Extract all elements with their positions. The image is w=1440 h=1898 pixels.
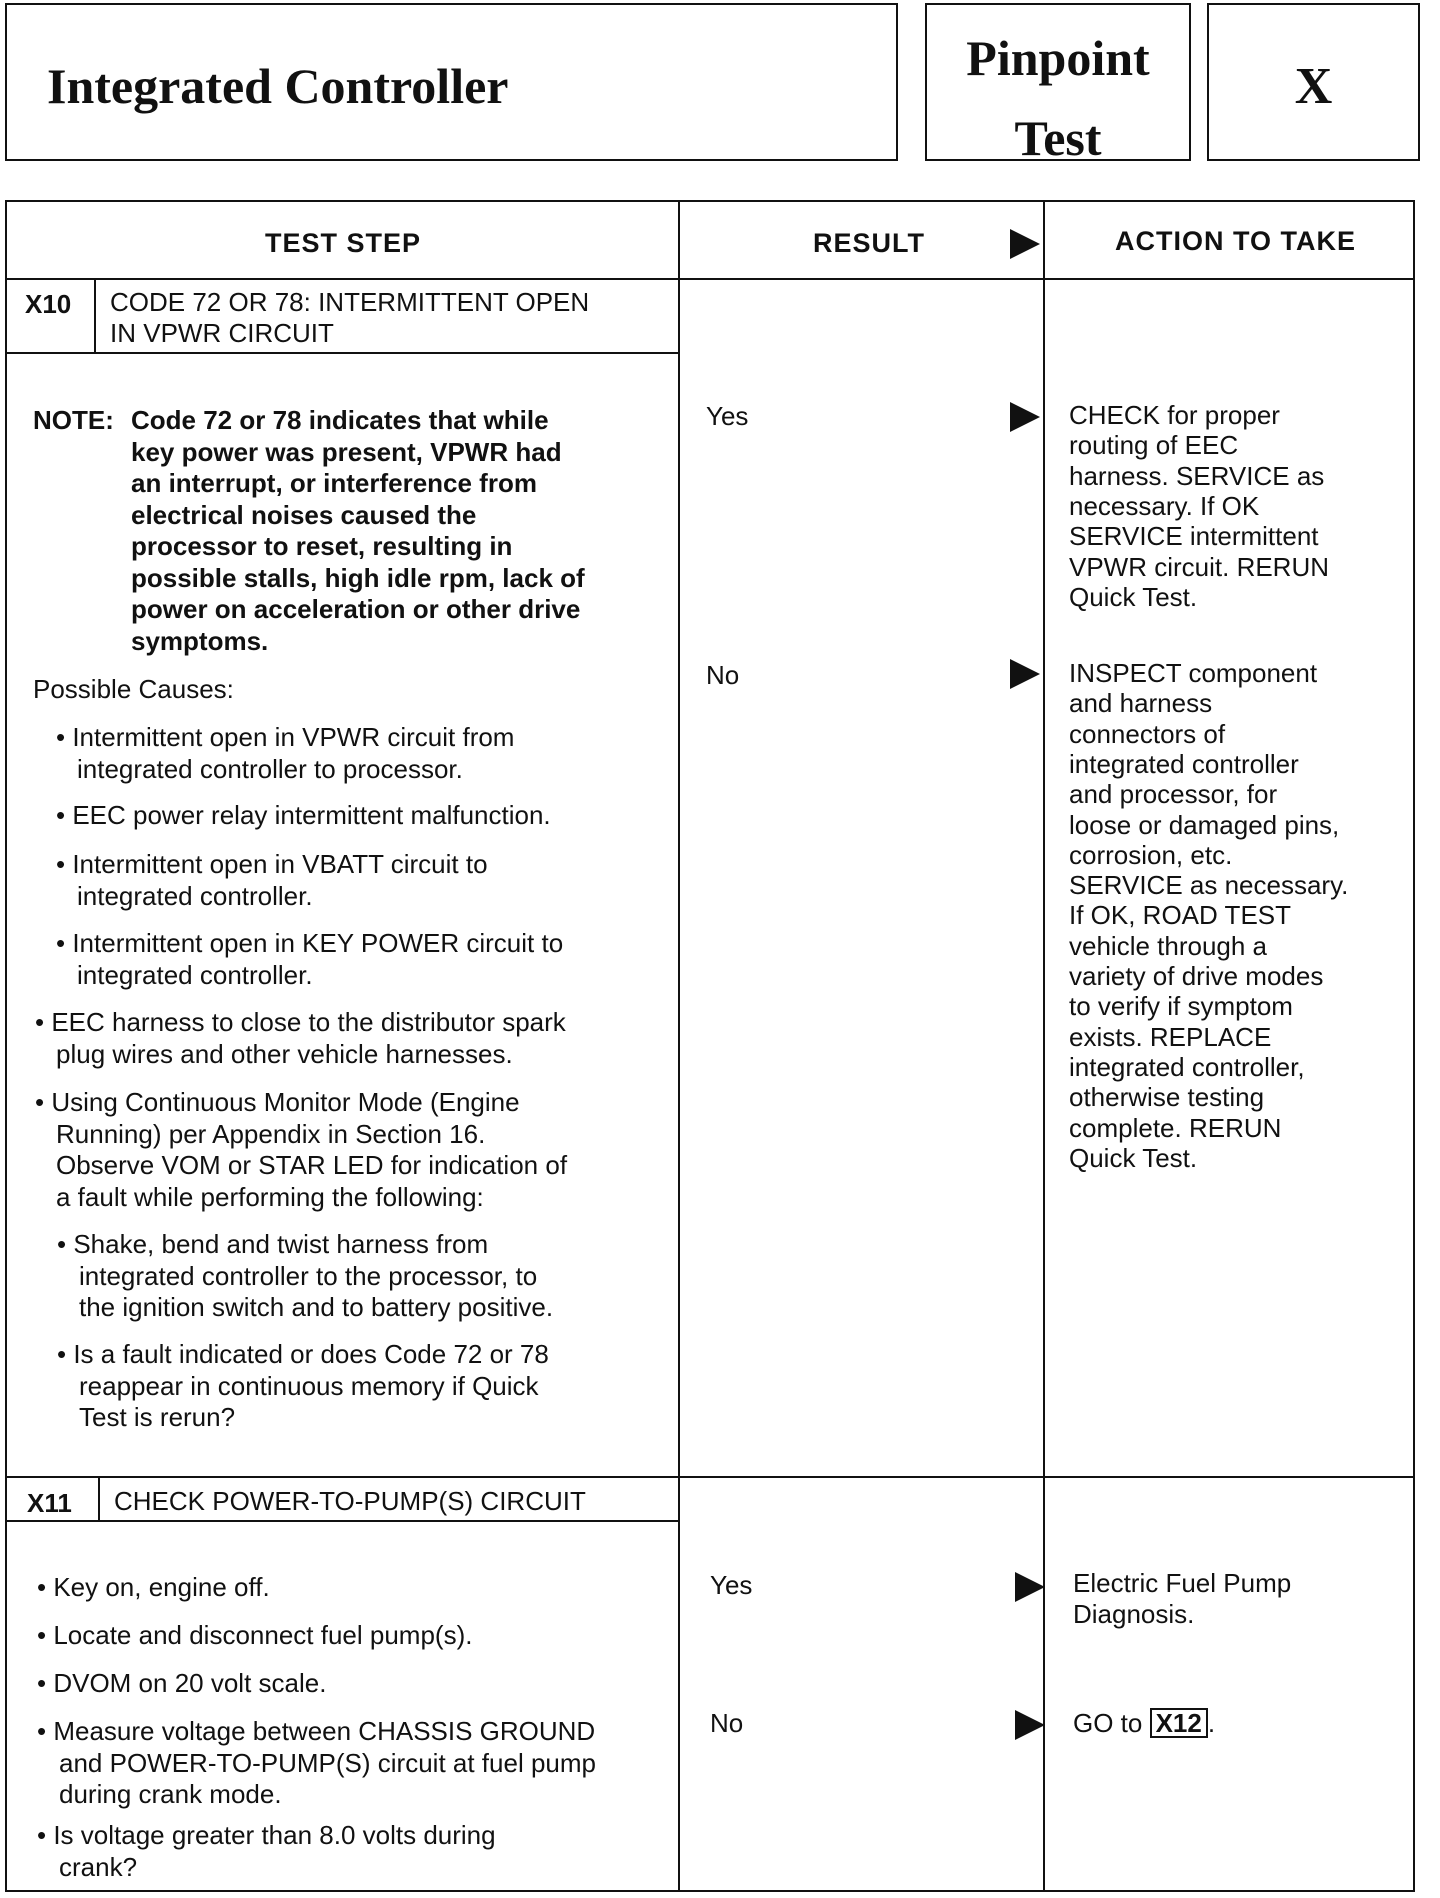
x10-id-divider: [94, 278, 96, 353]
action-yes-line: routing of EEC: [1069, 430, 1239, 461]
action-no-line: integrated controller,: [1069, 1051, 1305, 1082]
action-no-line: otherwise testing: [1069, 1082, 1265, 1113]
x11-yes-arrow-icon: [1015, 1572, 1045, 1602]
action-no-line: complete. RERUN: [1069, 1112, 1282, 1143]
action-no-line: corrosion, etc.: [1069, 839, 1233, 870]
note-line: symptoms.: [131, 625, 269, 656]
x11-id-divider: [98, 1477, 100, 1521]
action-no-line: loose or damaged pins,: [1069, 809, 1340, 840]
note-line: Code 72 or 78 indicates that while: [131, 405, 549, 435]
shake-line: • Shake, bend and twist harness from: [57, 1229, 489, 1259]
harness-line: plug wires and other vehicle harnesses.: [56, 1038, 513, 1069]
x11-title: CHECK POWER-TO-PUMP(S) CIRCUIT: [114, 1486, 586, 1516]
action-no-line: connectors of: [1069, 718, 1226, 749]
step-separator: [5, 1476, 1415, 1478]
page-title: Integrated Controller: [47, 58, 509, 114]
note-line: possible stalls, high idle rpm, lack of: [131, 562, 585, 593]
action-yes-line: harness. SERVICE as: [1069, 460, 1325, 491]
x10-title-line2: IN VPWR CIRCUIT: [110, 318, 334, 348]
action-yes-line: necessary. If OK: [1069, 490, 1260, 521]
note-line: key power was present, VPWR had: [131, 436, 562, 467]
cause-line: integrated controller.: [77, 880, 313, 911]
x11-step-line: • Measure voltage between CHASSIS GROUND: [37, 1716, 596, 1746]
action-no-line: variety of drive modes: [1069, 961, 1324, 991]
x11-result-yes: Yes: [710, 1570, 753, 1600]
cause-line: • Intermittent open in KEY POWER circuit to: [56, 928, 564, 958]
test-letter-box: [1207, 3, 1420, 161]
action-no-line: Quick Test.: [1069, 1142, 1198, 1173]
note-line: an interrupt, or interference from: [131, 468, 537, 498]
x11-step-line: • Is voltage greater than 8.0 volts during: [37, 1820, 496, 1850]
x11-step-line: crank?: [59, 1851, 138, 1882]
monitor-line: Observe VOM or STAR LED for indication of: [56, 1150, 568, 1180]
x11-step-line: and POWER-TO-PUMP(S) circuit at fuel pump: [59, 1747, 596, 1778]
x10-title-line1: CODE 72 OR 78: INTERMITTENT OPEN: [110, 287, 590, 317]
pinpoint-label-2: Test: [1014, 110, 1102, 166]
x11-action-yes-line: Diagnosis.: [1073, 1599, 1195, 1629]
possible-causes-label: Possible Causes:: [33, 674, 234, 704]
header-test-step: TEST STEP: [265, 228, 422, 258]
header-divider: [5, 278, 1415, 280]
monitor-line: Running) per Appendix in Section 16.: [56, 1118, 486, 1149]
action-no-line: If OK, ROAD TEST: [1069, 900, 1292, 931]
test-letter: X: [1294, 58, 1333, 115]
action-yes-line: Quick Test.: [1069, 581, 1198, 612]
action-no-line: and harness: [1069, 688, 1213, 719]
column-divider-2: [1043, 200, 1045, 1892]
x11-action-yes-line: Electric Fuel Pump: [1073, 1568, 1292, 1598]
harness-line: • EEC harness to close to the distributor spark: [35, 1007, 566, 1037]
action-no-line: integrated controller: [1069, 748, 1299, 779]
action-no-line: to verify if symptom: [1069, 991, 1293, 1022]
x10-no-arrow-icon: [1010, 659, 1040, 689]
question-line: • Is a fault indicated or does Code 72 or 78: [57, 1339, 549, 1369]
x11-goto-target[interactable]: X12: [1150, 1708, 1208, 1738]
note-line: power on acceleration or other drive: [131, 594, 581, 624]
action-yes-line: CHECK for proper: [1069, 400, 1280, 430]
title-box: [5, 3, 898, 161]
x11-step-line: • DVOM on 20 volt scale.: [37, 1668, 327, 1698]
header-action: ACTION TO TAKE: [1115, 226, 1356, 256]
x11-id: X11: [27, 1488, 72, 1518]
pinpoint-test-box: [925, 3, 1191, 166]
x10-id: X10: [25, 289, 72, 319]
note-line: processor to reset, resulting in: [131, 531, 513, 561]
action-no-line: vehicle through a: [1069, 930, 1268, 961]
x11-step-line: • Locate and disconnect fuel pump(s).: [37, 1620, 473, 1650]
note-label: NOTE:: [33, 405, 114, 435]
column-divider-1: [678, 200, 680, 1892]
action-no-line: INSPECT component: [1069, 658, 1318, 688]
x11-step-line: • Key on, engine off.: [37, 1572, 270, 1602]
monitor-line: a fault while performing the following:: [56, 1181, 484, 1212]
x11-action-no: [1073, 1708, 1215, 1739]
action-no-line: and processor, for: [1069, 779, 1278, 810]
x10-result-yes: Yes: [706, 401, 749, 431]
action-no-line: SERVICE as necessary.: [1069, 870, 1349, 901]
note-line: electrical noises caused the: [131, 499, 477, 530]
header-result: RESULT: [813, 228, 925, 258]
x11-goto-suffix: .: [1207, 1708, 1216, 1738]
x10-result-no: No: [706, 660, 740, 690]
cause-line: integrated controller to processor.: [77, 753, 463, 784]
action-yes-line: SERVICE intermittent: [1069, 521, 1319, 552]
action-no-line: exists. REPLACE: [1069, 1021, 1272, 1052]
shake-line: the ignition switch and to battery positive.: [79, 1292, 554, 1322]
question-line: Test is rerun?: [79, 1402, 236, 1432]
cause-line: • Intermittent open in VPWR circuit from: [56, 722, 515, 752]
x10-yes-arrow-icon: [1010, 402, 1040, 432]
cause-line: integrated controller.: [77, 959, 313, 990]
x11-no-arrow-icon: [1015, 1710, 1045, 1740]
x10-title-divider: [5, 352, 680, 354]
question-line: reappear in continuous memory if Quick: [79, 1370, 539, 1401]
pinpoint-label-1: Pinpoint: [966, 30, 1150, 86]
action-yes-line: VPWR circuit. RERUN: [1069, 551, 1330, 582]
x11-goto-prefix: GO to: [1073, 1708, 1143, 1738]
x11-step-line: during crank mode.: [59, 1779, 282, 1809]
cause-line: • Intermittent open in VBATT circuit to: [56, 849, 488, 879]
cause-line: • EEC power relay intermittent malfunction.: [56, 800, 551, 830]
header-arrow-icon: [1010, 229, 1040, 259]
shake-line: integrated controller to the processor, to: [79, 1260, 538, 1291]
x11-result-no: No: [710, 1708, 744, 1738]
x11-title-divider: [5, 1520, 680, 1522]
monitor-line: • Using Continuous Monitor Mode (Engine: [35, 1087, 520, 1117]
